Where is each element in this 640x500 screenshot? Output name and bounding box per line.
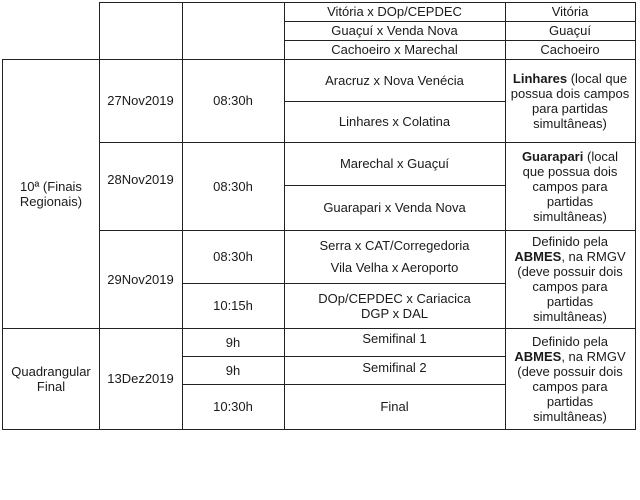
match-cell (284, 283, 505, 328)
venue-cell: Cachoeiro (540, 42, 600, 57)
venue-name: ABMES (514, 348, 562, 364)
venue-note: (local que possua dois campos para partidas simultâneas) (510, 70, 630, 131)
phase-label: 10ª (Finais Regionais) (19, 178, 83, 209)
match-cell: Vitória x DOp/CEPDEC (327, 4, 462, 19)
match: DOp/CEPDEC x Cariacica (318, 290, 471, 306)
date-cell: 28Nov2019 (107, 172, 174, 187)
time-cell: 08:30h (213, 93, 253, 108)
match-cell: Final (380, 399, 409, 414)
date-cell: 29Nov2019 (107, 271, 174, 287)
time-cell: 9h (225, 334, 241, 350)
venue-name: Linhares (512, 70, 568, 86)
time-cell: 08:30h (213, 178, 253, 194)
match-cell: Aracruz x Nova Venécia (325, 72, 464, 88)
rule (2, 59, 3, 430)
venue-cell (510, 230, 630, 328)
match-cell: Guarapari x Venda Nova (323, 200, 466, 215)
rule (635, 2, 636, 430)
match: Vila Velha x Aeroporto (330, 260, 459, 275)
venue-region: , na RMGV (561, 348, 626, 364)
time-cell: 9h (225, 362, 241, 378)
venue-cell: Vitória (551, 4, 589, 19)
venue-region: , na RMGV (561, 249, 626, 264)
time-cell: 08:30h (213, 249, 253, 264)
venue-name: Guarapari (521, 148, 584, 164)
time-cell: 10:15h (213, 298, 253, 313)
venue-cell: Guaçuí (549, 23, 591, 38)
venue-note: (deve possuir dois campos para partidas simultâneas) (517, 264, 623, 324)
venue-prefix: Definido pela (532, 234, 608, 249)
rule (2, 429, 636, 430)
venue-note: (deve possuir dois campos para partidas simultâneas) (517, 363, 623, 424)
venue-cell (510, 328, 630, 429)
match-cell: Semifinal 1 (362, 330, 427, 346)
match-cell: Guaçuí x Venda Nova (331, 23, 458, 38)
match: Serra x CAT/Corregedoria (319, 238, 470, 253)
match-cell: Linhares x Colatina (338, 114, 451, 129)
venue-note: (local que possua dois campos para partidas simultâneas) (522, 148, 619, 224)
date-cell: 13Dez2019 (107, 371, 174, 386)
phase-label: Quadrangular Final (11, 363, 91, 394)
venue-cell (510, 59, 630, 142)
venue-name: ABMES (514, 249, 562, 264)
venue-cell (510, 142, 630, 230)
match-cell: Cachoeiro x Marechal (331, 42, 458, 57)
rule (505, 2, 506, 430)
match-cell (284, 230, 505, 283)
match-cell: Semifinal 2 (362, 359, 427, 375)
schedule-table (2, 2, 636, 430)
venue-prefix: Definido pela (532, 333, 608, 349)
time-cell: 10:30h (213, 399, 253, 414)
match-cell: Marechal x Guaçuí (339, 156, 450, 171)
match: DGP x DAL (361, 305, 428, 321)
phase-cell (6, 59, 96, 328)
phase-cell (6, 328, 96, 429)
date-cell: 27Nov2019 (107, 93, 174, 108)
